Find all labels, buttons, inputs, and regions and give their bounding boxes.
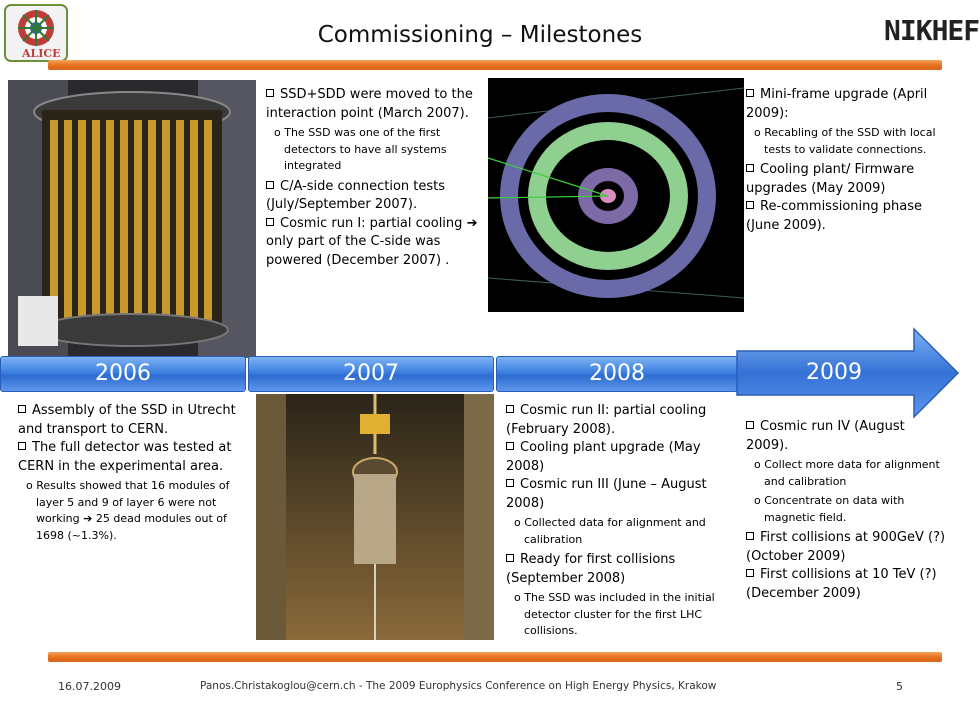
detector-assembly-photo: [8, 80, 256, 358]
list-item-text: The full detector was tested at CERN in the experimental area.: [18, 440, 232, 474]
list-item-text: C/A-side connection tests (July/September 2007).: [266, 178, 446, 212]
sub-item: o Recabling of the SSD with local tests to validate connections.: [746, 125, 950, 158]
list-item-text: Cosmic run IV (August 2009).: [746, 419, 905, 453]
timeline-2007: 2007: [248, 356, 494, 392]
list-item: [746, 198, 950, 235]
sub-item: o The SSD was included in the initial detector cluster for the first LHC collisions.: [506, 590, 730, 640]
footer-page-number: 5: [896, 680, 903, 693]
list-item: [746, 161, 950, 198]
alice-logo-text: ALICE: [22, 47, 61, 60]
list-item-text: Cosmic run III (June – August 2008): [506, 477, 707, 511]
list-item-text: SSD+SDD were moved to the interaction point (March 2007).: [266, 87, 473, 121]
arrow-right-icon: ➔: [466, 215, 478, 231]
timeline-2006: 2006: [0, 356, 246, 392]
sub-item-text: 25 dead modules out of 1698 (~1.3%).: [36, 512, 227, 542]
list-item: [506, 402, 730, 439]
sub-item-text: Results showed that 16 modules of layer 5 and 9 of layer 6 were not working: [36, 479, 230, 525]
list-item-text: Cooling plant/ Firmware upgrades (May 2009): [746, 162, 915, 196]
milestones-2009-list: [746, 418, 950, 603]
list-item: [506, 551, 730, 588]
timeline-2008: 2008: [496, 356, 738, 392]
milestones-2007-list: [266, 86, 484, 270]
list-item-text: Assembly of the SSD in Utrecht and transport to CERN.: [18, 403, 236, 437]
checkbox-bullet-icon: [746, 89, 754, 97]
checkbox-bullet-icon: [746, 569, 754, 577]
event-display-image: [488, 78, 744, 312]
list-item-text: Mini-frame upgrade (April 2009):: [746, 87, 928, 121]
milestones-2009-top-list: [746, 86, 950, 235]
list-item-text: Cosmic run II: partial cooling (February 2008).: [506, 403, 707, 437]
list-item-text: First collisions at 900GeV (?) (October 2009): [746, 530, 946, 564]
list-item: [18, 439, 246, 476]
arrow-right-icon: ➔: [83, 512, 93, 525]
milestones-2008-list: [506, 402, 730, 643]
checkbox-bullet-icon: [18, 405, 26, 413]
list-item-text: Cooling plant upgrade (May 2008): [506, 440, 701, 474]
installation-photo: [256, 394, 494, 640]
list-item-text: only part of the C-side was powered (December 2007) .: [266, 234, 450, 268]
timeline-2009: 2009: [806, 360, 862, 385]
checkbox-bullet-icon: [506, 442, 514, 450]
page-title: Commissioning – Milestones: [317, 22, 643, 48]
checkbox-bullet-icon: [746, 532, 754, 540]
list-item: [746, 566, 950, 603]
sub-item: o Concentrate on data with magnetic field.: [746, 493, 950, 526]
checkbox-bullet-icon: [746, 164, 754, 172]
checkbox-bullet-icon: [506, 405, 514, 413]
list-item-text: Re-commissioning phase (June 2009).: [746, 199, 922, 233]
list-item: [18, 402, 246, 439]
sub-item: o Collect more data for alignment and calibration: [746, 457, 950, 490]
list-item: [746, 86, 950, 123]
list-item: [746, 418, 950, 455]
nikhef-logo: NIKHEF: [884, 14, 979, 47]
milestones-2006-list: [18, 402, 246, 547]
checkbox-bullet-icon: [266, 89, 274, 97]
checkbox-bullet-icon: [506, 479, 514, 487]
footer-date: 16.07.2009: [58, 680, 121, 693]
checkbox-bullet-icon: [266, 218, 274, 226]
sub-item: [18, 478, 246, 544]
list-item-text: Ready for first collisions (September 2008): [506, 552, 676, 586]
list-item-text: First collisions at 10 TeV (?) (December 2009): [746, 567, 937, 601]
sub-item: o Collected data for alignment and calibration: [506, 515, 730, 548]
checkbox-bullet-icon: [18, 442, 26, 450]
list-item-text: Cosmic run I: partial cooling: [280, 215, 463, 231]
checkbox-bullet-icon: [266, 181, 274, 189]
list-item: [266, 215, 484, 271]
timeline-2009-arrow: [736, 328, 960, 418]
checkbox-bullet-icon: [746, 201, 754, 209]
list-item: [266, 86, 484, 123]
footer-center: Panos.Christakoglou@cern.ch - The 2009 Europhysics Conference on High Energy Physics, Krakow: [200, 680, 717, 692]
checkbox-bullet-icon: [746, 421, 754, 429]
checkbox-bullet-icon: [506, 554, 514, 562]
list-item: [506, 439, 730, 476]
sub-item: o The SSD was one of the first detectors to have all systems integrated: [266, 125, 484, 175]
bottom-divider: [48, 652, 942, 662]
top-divider: [48, 60, 942, 70]
list-item: [506, 476, 730, 513]
list-item: [746, 529, 950, 566]
list-item: [266, 178, 484, 215]
